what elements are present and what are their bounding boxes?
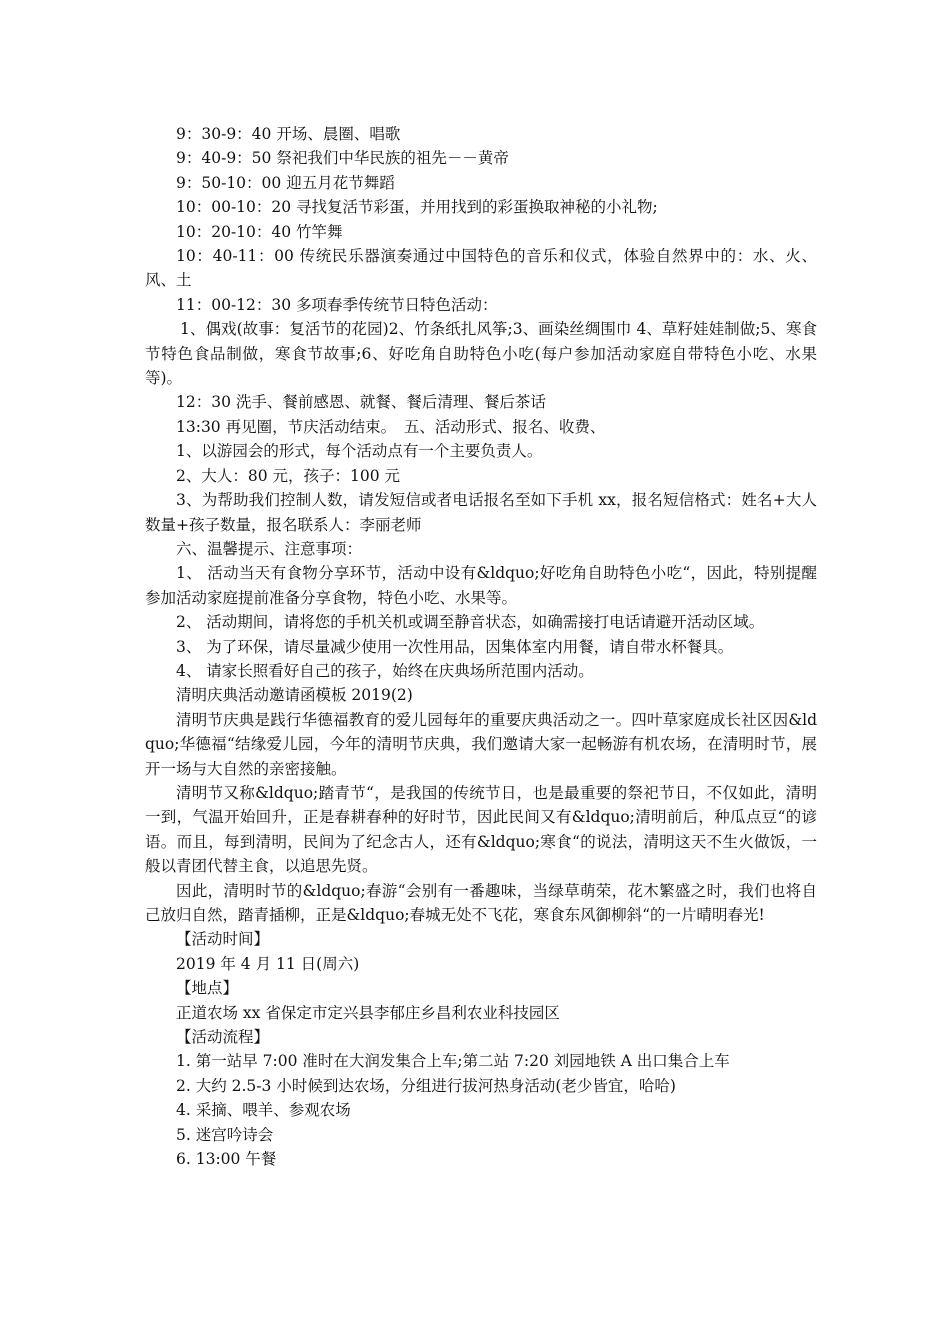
process-step: 1. 第一站早 7:00 准时在大润发集合上车;第二站 7:20 刘园地铁 A 出口集合上车 [176,1052,730,1071]
process-step: 6. 13:00 午餐 [176,1150,277,1169]
body-paragraph: 清明节又称&ldquo;踏青节“，是我国的传统节日，也是最重要的祭祀节日，不仅如此，清明一到，气温开始回升，正是春耕春种的好时节，因此民间又有&ldquo;清明前后，种瓜点豆“的谚语。而且，每到清明，民间为了纪念古人，还有&ldquo;寒食“的说法，清明这天不生火做饭，一般以青团代替主食，以追思先贤。 [145,783,817,876]
section-label: 【地点】 [176,979,239,998]
process-step: 2. 大约 2.5-3 小时候到达农场，分组进行拔河热身活动(老少皆宜，哈哈) [176,1076,676,1095]
notice-item: 2、 活动期间，请将您的手机关机或调至静音状态，如确需接打电话请避开活动区域。 [176,613,765,632]
notice-item: 4、 请家长照看好自己的孩子，始终在庆典场所范围内活动。 [176,661,594,680]
schedule-line: 10：00-10：20 寻找复活节彩蛋，并用找到的彩蛋换取神秘的小礼物; [176,198,658,217]
schedule-line: 9：40-9：50 祭祀我们中华民族的祖先－－黄帝 [176,149,509,168]
schedule-line: 10：40-11：00 传统民乐器演奏通过中国特色的音乐和仪式，体验自然界中的：水、火、风、土 [145,247,817,290]
schedule-line: 12：30 洗手、餐前感恩、就餐、餐后清理、餐后茶话 [176,393,546,412]
event-location: 正道农场 xx 省保定市定兴县李郁庄乡昌利农业科技园区 [176,1003,560,1022]
schedule-line: 10：20-10：40 竹竿舞 [176,222,343,241]
registration-item: 3、为帮助我们控制人数，请发短信或者电话报名至如下手机 xx，报名短信格式：姓名+大人数量+孩子数量，报名联系人：李丽老师 [145,491,817,534]
schedule-line: 11：00-12：30 多项春季传统节日特色活动： [176,295,498,314]
body-paragraph: 因此，清明时节的&ldquo;春游“会别有一番趣味，当绿草萌荣，花木繁盛之时，我们也将自己放归自然，踏青插柳，正是&ldquo;春城无处不飞花，寒食东风御柳斜“的一片晴明春光! [145,881,817,924]
process-step: 5. 迷宫吟诗会 [176,1125,274,1144]
section-label: 【活动流程】 [176,1028,270,1047]
activity-list-paragraph: 1、偶戏(故事：复活节的花园)2、竹条纸扎风筝;3、画染丝绸围巾 4、草籽娃娃制做;5、寒食节特色食品制做，寒食节故事;6、好吃角自助特色小吃(每户参加活动家庭自带特色小吃、水果等)。 [145,320,817,388]
schedule-line: 13:30 再见圈，节庆活动结束。 五、活动形式、报名、收费、 [176,417,606,436]
process-step: 4. 采摘、喂羊、参观农场 [176,1101,351,1120]
event-date: 2019 年 4 月 11 日(周六) [176,954,360,973]
registration-item: 1、以游园会的形式，每个活动点有一个主要负责人。 [176,442,543,461]
notice-item: 3、 为了环保，请尽量减少使用一次性用品，因集体室内用餐，请自带水杯餐具。 [176,637,734,656]
section-label: 【活动时间】 [176,930,270,949]
registration-item: 2、大人：80 元，孩子：100 元 [176,466,401,485]
body-paragraph: 清明节庆典是践行华德福教育的爱儿园每年的重要庆典活动之一。四叶草家庭成长社区因&ldquo;华德福“结缘爱儿园，今年的清明节庆典，我们邀请大家一起畅游有机农场，在清明时节，展开一场与大自然的亲密接触。 [145,710,817,778]
schedule-line: 9：30-9：40 开场、晨圈、唱歌 [176,125,401,143]
schedule-line: 9：50-10：00 迎五月花节舞蹈 [176,173,395,192]
document-body [145,122,817,1171]
document-title: 清明庆典活动邀请函模板 2019(2) [176,686,413,705]
notice-item: 1、 活动当天有食物分享环节，活动中设有&ldquo;好吃角自助特色小吃“，因此，特别提醒参加活动家庭提前准备分享食物，特色小吃、水果等。 [145,564,817,607]
section-heading: 六、温馨提示、注意事项： [176,539,363,558]
